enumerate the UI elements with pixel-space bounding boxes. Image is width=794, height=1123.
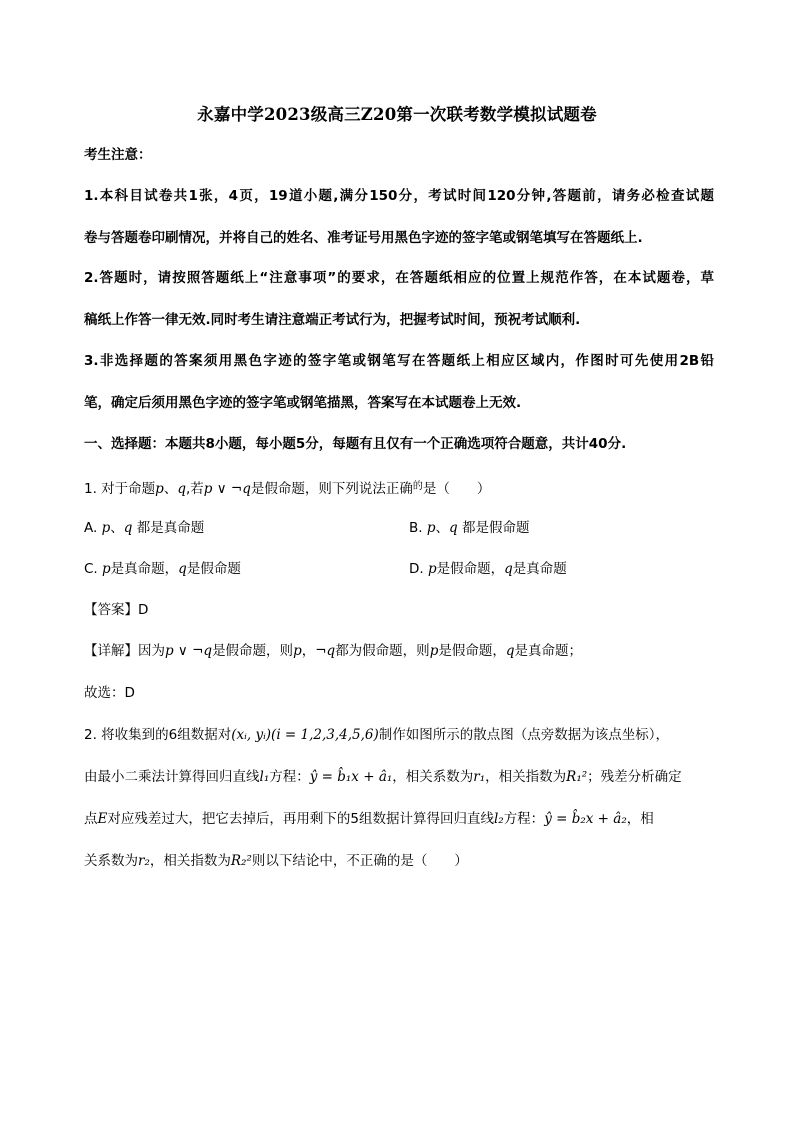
- notice-heading: 考生注意：: [84, 147, 152, 163]
- q2-point-e: E: [97, 811, 108, 827]
- notice-item-1-line-2: 卷与答题卷印刷情况，并将自己的姓名、准考证号用黑色字迹的签字笔或钢笔填写在答题纸上.: [84, 230, 643, 246]
- q1-detail: [84, 641, 714, 661]
- q1-stem-b: 是假命题，则下列说法正确: [250, 481, 413, 497]
- q1-option-b-text: 都是假命题: [461, 520, 530, 536]
- q2-l3-c: 方程：: [503, 811, 545, 827]
- q1-detail-e: 是假命题，: [438, 643, 506, 659]
- q2-R2: R₂²: [230, 853, 252, 869]
- q1-option-c-p: p: [102, 561, 111, 577]
- q1-q: q: [177, 481, 186, 497]
- q2-equation-1: ŷ = b̂₁x + â₁: [309, 769, 393, 785]
- q2-l3-b: 对应残差过大，把它去掉后，再用剩下的5组数据计算得回归直线: [107, 811, 494, 827]
- q2-line-1: [84, 725, 714, 745]
- q1-detail-b: 是假命题，则: [212, 643, 294, 659]
- q1-option-c-end: 是假命题: [186, 561, 241, 577]
- q1-expr: p ∨ ¬q: [203, 481, 251, 497]
- q1-stem-c: 是（ ）: [422, 481, 491, 497]
- q2-r2: r₂: [138, 853, 150, 869]
- q1-option-b: [409, 518, 529, 538]
- q2-l2-b: 方程：: [269, 769, 310, 785]
- q1-comma-ruo: ,若: [185, 481, 204, 497]
- q1-option-b-label: B.: [409, 520, 423, 536]
- q1-detail-notq: ¬q: [315, 643, 336, 659]
- q1-choose: 故选：D: [84, 685, 135, 701]
- notice-item-3-line-1: 3.非选择题的答案须用黑色字迹的签字笔或钢笔写在答题纸上相应区域内，作图时可先使用2B铅: [84, 353, 714, 369]
- q1-option-c-label: C.: [84, 561, 98, 577]
- q1-options-cd: [84, 559, 714, 579]
- q1-detail-d: 都为假命题，则: [335, 643, 430, 659]
- notice-item-2-line-2: 稿纸上作答一律无效.同时考生请注意端正考试行为，把握考试时间，预祝考试顺利.: [84, 312, 581, 328]
- q2-l1-symbol: l₁: [259, 769, 270, 785]
- notice-item-1-line-1: 1.本科目试卷共1张，4页，19道小题,满分150分，考试时间120分钟,答题前，请务必检查试题: [84, 188, 714, 204]
- q1-option-a-sep: 、: [110, 520, 124, 536]
- q1-option-d: [409, 559, 567, 579]
- q2-l4-b: ，相关指数为: [149, 853, 231, 869]
- q1-option-d-p: p: [427, 561, 437, 577]
- q1-detail-p: p: [293, 643, 302, 659]
- page-title: 永嘉中学2023级高三Z20第一次联考数学模拟试题卷: [197, 105, 597, 124]
- q2-l2-c: ，相关系数为: [392, 769, 474, 785]
- q2-r1: r₁: [473, 769, 486, 785]
- q2-l1-b: 制作如图所示的散点图（点旁数据为该点坐标），: [378, 727, 670, 743]
- q2-l1-a: 2. 将收集到的6组数据对: [84, 727, 232, 743]
- q1-answer: 【答案】D: [84, 602, 149, 618]
- q2-l2-e: ；残差分析确定: [587, 769, 682, 785]
- section-1-heading: 一、选择题：本题共8小题，每小题5分，每题有且仅有一个正确选项符合题意，共计40分.: [84, 436, 627, 452]
- q1-detail-c: ，: [301, 643, 316, 659]
- q2-l4-a: 关系数为: [84, 853, 138, 869]
- q1-detail-q: q: [505, 643, 515, 659]
- q1-option-b-p: p: [426, 520, 436, 536]
- q1-option-a-q: q: [123, 520, 133, 536]
- q2-l3-a: 点: [84, 811, 98, 827]
- q1-sep: 、: [163, 481, 178, 497]
- q1-option-a-label: A.: [84, 520, 98, 536]
- q1-option-c: [84, 561, 241, 577]
- notice-item-3-line-2: 笔，确定后须用黑色字迹的签字笔或钢笔描黑，答案写在本试题卷上无效.: [84, 395, 522, 411]
- q2-l2-d: ，相关指数为: [485, 769, 567, 785]
- q2-line-4: [84, 851, 714, 871]
- q1-option-a-p: p: [101, 520, 111, 536]
- q1-p: p: [155, 481, 164, 497]
- q2-R1: R₁²: [566, 769, 588, 785]
- q1-option-a: [84, 520, 204, 536]
- q2-l4-c: 则以下结论中，不正确的是（ ）: [251, 853, 468, 869]
- q2-equation-2: ŷ = b̂₂x + â₂: [544, 811, 627, 827]
- q1-option-a-text: 都是真命题: [136, 520, 205, 536]
- q1-option-b-q: q: [449, 520, 458, 536]
- q2-l3-d: ，相: [626, 811, 654, 827]
- q1-detail-expr: p ∨ ¬q: [165, 643, 213, 659]
- q1-option-c-mid: 是真命题，: [110, 561, 179, 577]
- q1-option-d-mid: 是假命题，: [436, 561, 505, 577]
- q2-pair: (xᵢ, yᵢ)(i = 1,2,3,4,5,6): [231, 727, 379, 743]
- q2-line-2: [84, 767, 714, 787]
- q1-options-ab: [84, 518, 714, 538]
- q1-detail-a: 因为: [138, 643, 165, 659]
- q1-stem-a: 1. 对于命题: [84, 481, 156, 497]
- q1-detail-f: 是真命题；: [514, 643, 582, 659]
- q1-option-c-q: q: [178, 561, 187, 577]
- q1-detail-p2: p: [429, 643, 439, 659]
- q2-l2-a: 由最小二乘法计算得回归直线: [84, 769, 260, 785]
- q2-l2-symbol: l₂: [493, 811, 504, 827]
- q1-option-d-end: 是真命题: [512, 561, 567, 577]
- q2-line-3: [84, 809, 714, 829]
- q1-stem: [84, 477, 714, 499]
- q1-option-d-q: q: [504, 561, 513, 577]
- q1-option-b-sep: 、: [435, 520, 450, 536]
- notice-item-2-line-1: 2.答题时，请按照答题纸上“注意事项”的要求，在答题纸相应的位置上规范作答，在本试题卷，草: [84, 270, 714, 286]
- q1-de: 的: [412, 481, 423, 492]
- q1-option-d-label: D.: [409, 561, 424, 577]
- q1-detail-label: 【详解】: [84, 643, 138, 659]
